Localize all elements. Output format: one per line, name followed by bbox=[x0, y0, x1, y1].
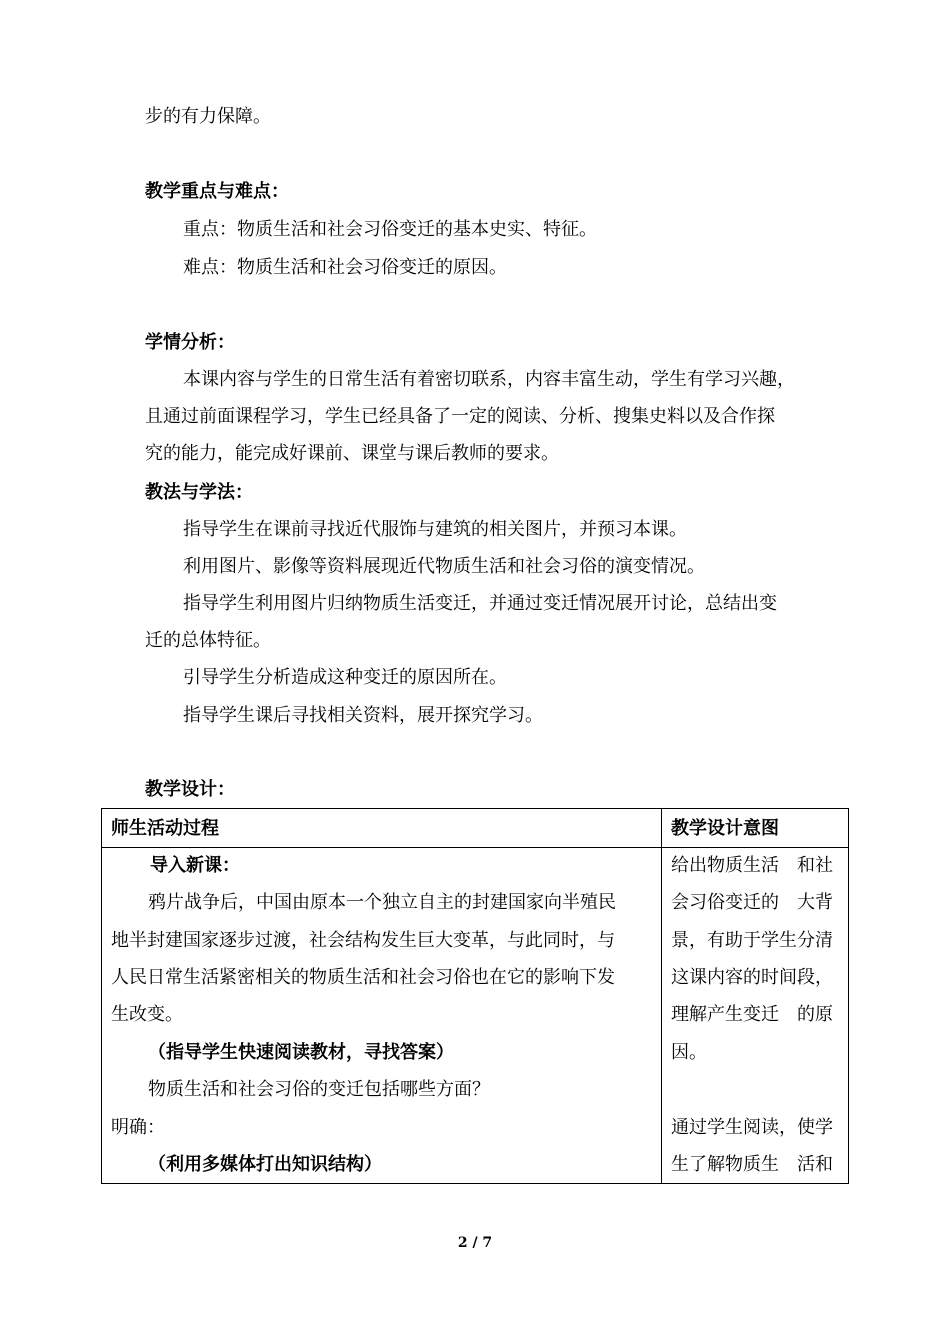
analysis-line: 究的能力，能完成好课前、课堂与课后教师的要求。 bbox=[145, 443, 559, 464]
intent-line: 这课内容的时间段， bbox=[671, 967, 833, 988]
intent-line: 给出物质生活 和社 bbox=[671, 855, 833, 876]
focus-heading: 教学重点与难点： bbox=[145, 181, 289, 202]
methods-line: 利用图片、影像等资料展现近代物质生活和社会习俗的演变情况。 bbox=[183, 556, 705, 577]
methods-heading: 教法与学法： bbox=[145, 482, 253, 503]
process-line: （利用多媒体打出知识结构） bbox=[148, 1154, 382, 1175]
analysis-line: 且通过前面课程学习，学生已经具备了一定的阅读、分析、搜集史料以及合作探 bbox=[145, 406, 775, 427]
analysis-line: 本课内容与学生的日常生活有着密切联系，内容丰富生动，学生有学习兴趣， bbox=[183, 369, 795, 390]
methods-line: 指导学生利用图片归纳物质生活变迁，并通过变迁情况展开讨论，总结出变 bbox=[183, 593, 777, 614]
column-header-process: 师生活动过程 bbox=[111, 818, 219, 839]
process-line: 导入新课： bbox=[150, 855, 240, 876]
methods-line: 指导学生课后寻找相关资料，展开探究学习。 bbox=[183, 705, 543, 726]
intent-line: 通过学生阅读，使学 bbox=[671, 1117, 833, 1138]
intent-line: 景，有助于学生分清 bbox=[671, 930, 833, 951]
table-divider bbox=[661, 809, 662, 1183]
process-line: 明确： bbox=[111, 1117, 165, 1138]
key-point-text: 重点：物质生活和社会习俗变迁的基本史实、特征。 bbox=[183, 219, 597, 240]
intent-line: 会习俗变迁的 大背 bbox=[671, 892, 833, 913]
methods-line: 迁的总体特征。 bbox=[145, 630, 271, 651]
methods-line: 指导学生在课前寻找近代服饰与建筑的相关图片，并预习本课。 bbox=[183, 519, 687, 540]
design-table bbox=[101, 808, 849, 1184]
process-line: （指导学生快速阅读教材，寻找答案） bbox=[148, 1042, 454, 1063]
continued-text: 步的有力保障。 bbox=[145, 106, 271, 127]
analysis-heading: 学情分析： bbox=[145, 332, 235, 353]
process-line: 物质生活和社会习俗的变迁包括哪些方面？ bbox=[148, 1079, 490, 1100]
intent-line: 因。 bbox=[671, 1042, 707, 1063]
difficulty-text: 难点：物质生活和社会习俗变迁的原因。 bbox=[183, 257, 507, 278]
methods-line: 引导学生分析造成这种变迁的原因所在。 bbox=[183, 667, 507, 688]
process-line: 鸦片战争后，中国由原本一个独立自主的封建国家向半殖民 bbox=[148, 892, 616, 913]
page-number: 2 / 7 bbox=[457, 1235, 493, 1251]
process-line: 地半封建国家逐步过渡，社会结构发生巨大变革，与此同时，与 bbox=[111, 930, 615, 951]
process-line: 人民日常生活紧密相关的物质生活和社会习俗也在它的影响下发 bbox=[111, 967, 615, 988]
process-line: 生改变。 bbox=[111, 1004, 183, 1025]
design-heading: 教学设计： bbox=[145, 779, 235, 800]
intent-line: 理解产生变迁 的原 bbox=[671, 1004, 833, 1025]
table-divider bbox=[102, 847, 848, 848]
intent-line: 生了解物质生 活和 bbox=[671, 1154, 833, 1175]
column-header-intent: 教学设计意图 bbox=[671, 818, 779, 839]
